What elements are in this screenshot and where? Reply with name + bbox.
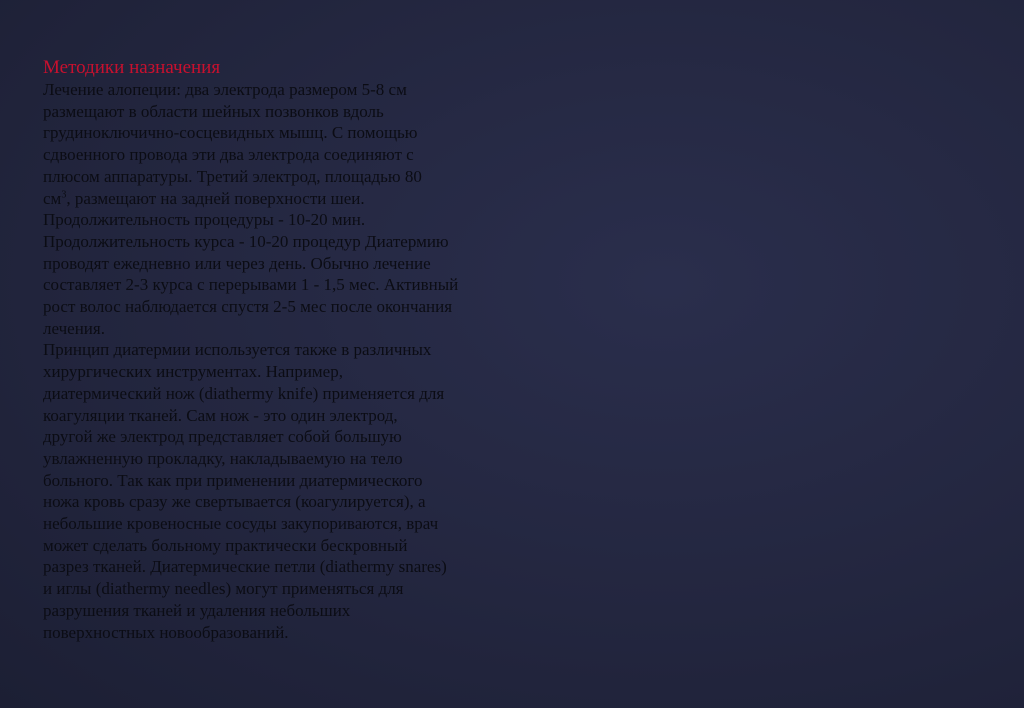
- text-line-cm3: [43, 188, 543, 210]
- text-line: грудиноключично-сосцевидных мышц. С помощью: [43, 123, 418, 143]
- text-line: сдвоенного провода эти два электрода соединяют с: [43, 145, 414, 165]
- text-line: лечения.: [43, 318, 105, 338]
- text-line: больного. Так как при применении диатермического: [43, 470, 423, 490]
- text-line: Принцип диатермии используется также в различных: [43, 340, 432, 360]
- text-line: рост волос наблюдается спустя 2-5 мес после окончания: [43, 297, 453, 317]
- text-block: [43, 56, 543, 643]
- text-line: диатермический нож (diathermy knife) применяется для: [43, 383, 445, 403]
- unit-superscript: 3: [61, 188, 67, 200]
- text-line: разрушения тканей и удаления небольших: [43, 600, 351, 620]
- text-line: и иглы (diathermy needles) могут применяться для: [43, 579, 404, 599]
- text-line: ножа кровь сразу же свертывается (коагулируется), а: [43, 492, 426, 512]
- text-line: может сделать больному практически бескровный: [43, 535, 408, 555]
- text-line: плюсом аппаратуры. Третий электрод, площадью 80: [43, 166, 422, 186]
- body-text: [43, 79, 543, 643]
- text-line: другой же электрод представляет собой большую: [43, 427, 402, 447]
- unit-cm: см: [43, 188, 62, 208]
- text-line-rest: , размещают на задней поверхности шеи.: [66, 188, 365, 208]
- text-line: небольшие кровеносные сосуды закупориваются, врач: [43, 514, 439, 534]
- text-line: Продолжительность курса - 10-20 процедур Диатермию: [43, 231, 449, 251]
- slide-title: Методики назначения: [43, 57, 221, 78]
- text-line: размещают в области шейных позвонков вдоль: [43, 101, 384, 121]
- text-line: коагуляции тканей. Сам нож - это один электрод,: [43, 405, 398, 425]
- text-line: разрез тканей. Диатермические петли (diathermy snares): [43, 557, 447, 577]
- text-line: хирургических инструментах. Например,: [43, 362, 343, 382]
- text-line: проводят ежедневно или через день. Обычно лечение: [43, 253, 431, 273]
- text-line: составляет 2-3 курса с перерывами 1 - 1,5 мес. Активный: [43, 275, 459, 295]
- text-line: Продолжительность процедуры - 10-20 мин.: [43, 210, 366, 230]
- text-line: увлажненную прокладку, накладываемую на тело: [43, 448, 403, 468]
- text-line: поверхностных новообразований.: [43, 622, 289, 642]
- text-line: Лечение алопеции: два электрода размером 5-8 см: [43, 80, 407, 99]
